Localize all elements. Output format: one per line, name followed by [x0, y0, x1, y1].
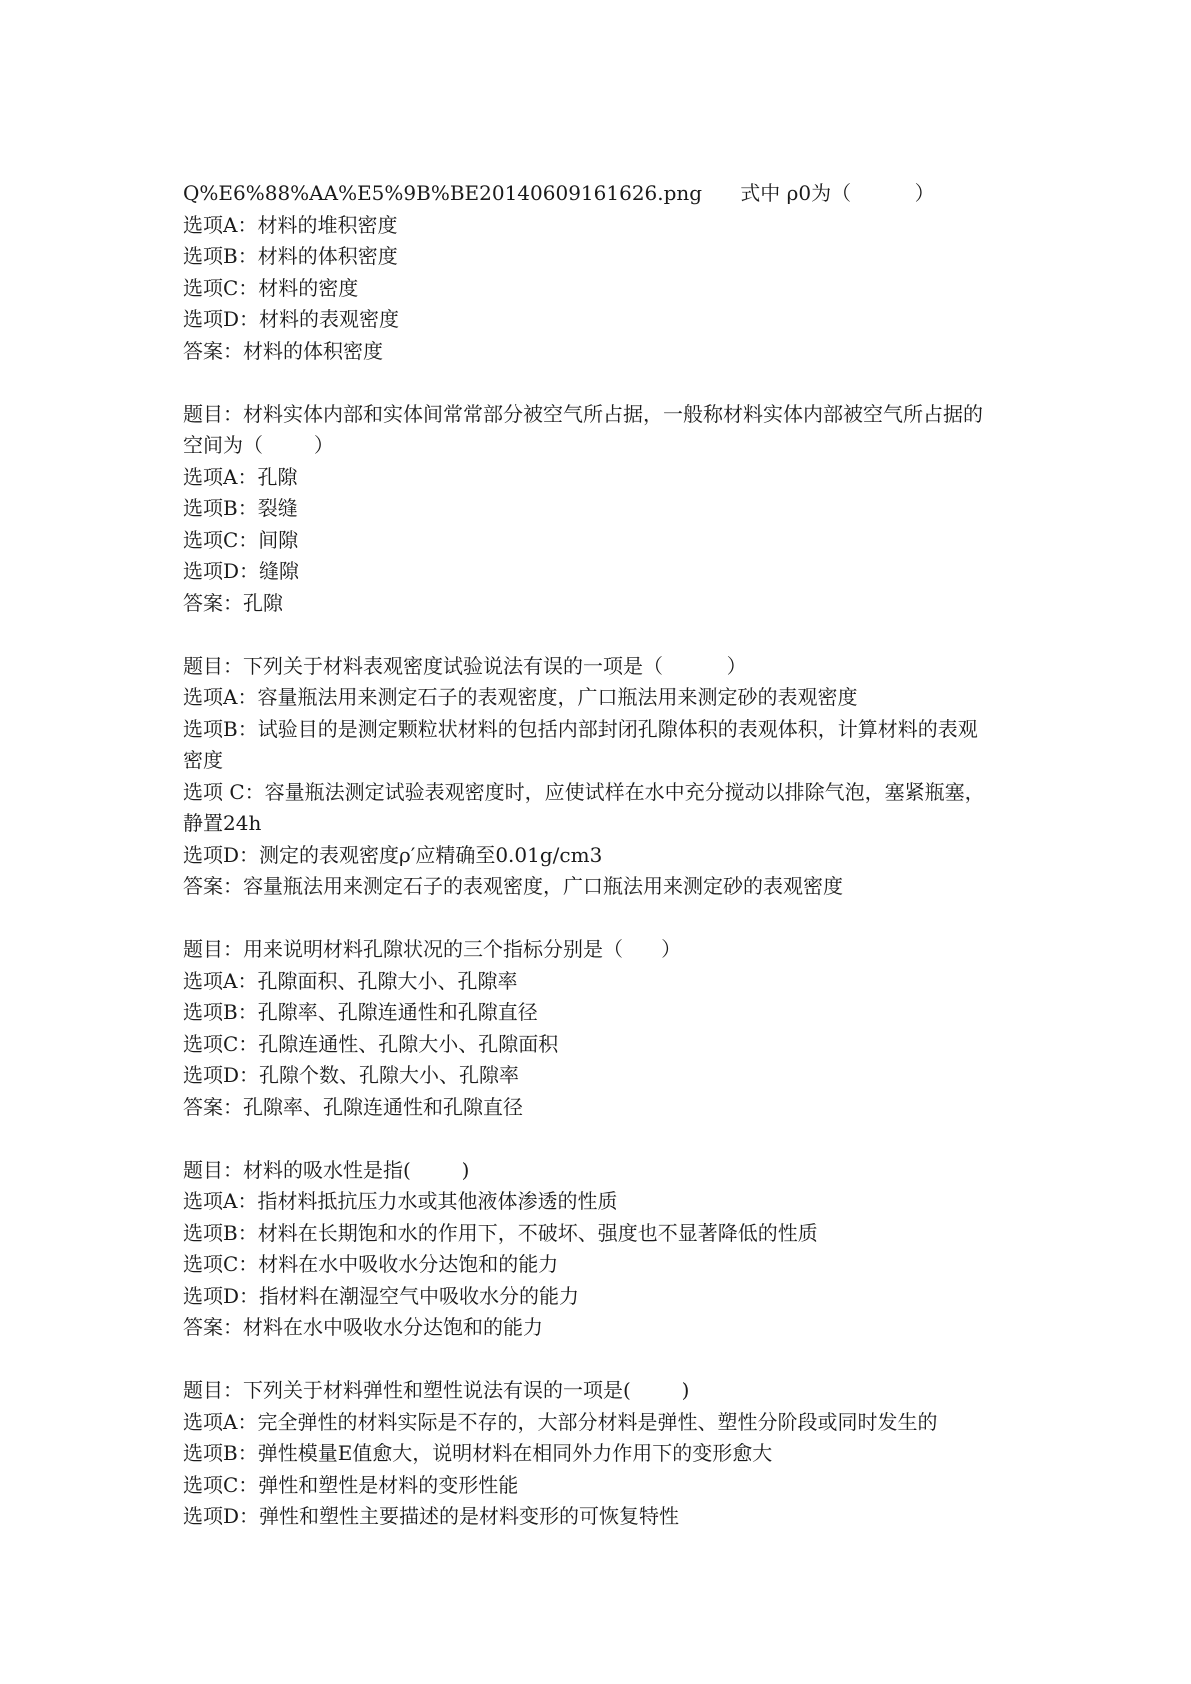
option-line: 选项C：孔隙连通性、孔隙大小、孔隙面积: [183, 1031, 559, 1056]
option-line: 选项D：缝隙: [183, 559, 300, 583]
option-line: 选项B：孔隙率、孔隙连通性和孔隙直径: [183, 1000, 538, 1024]
question-item: [183, 651, 1033, 903]
question-separator: [183, 367, 1033, 399]
question-item: [183, 1155, 1033, 1344]
option-line: 选项 C：容量瓶法测定试验表观密度时，应使试样在水中充分搅动以排除气泡，塞紧瓶塞，: [183, 779, 985, 804]
question-item: [183, 178, 1033, 367]
answer-line: 答案：孔隙率、孔隙连通性和孔隙直径: [183, 1094, 523, 1119]
option-line: 选项A：孔隙: [183, 464, 298, 489]
question-stem-line: 题目：材料的吸水性是指( ): [183, 1157, 470, 1182]
option-line: 选项A：指材料抵抗压力水或其他液体渗透的性质: [183, 1189, 618, 1213]
question-list: [183, 178, 1033, 1533]
option-c: 选项C：材料的密度: [183, 275, 359, 300]
questions-container: [183, 367, 1033, 1533]
option-b: 选项B：材料的体积密度: [183, 244, 398, 268]
question-separator: [183, 1123, 1033, 1155]
option-line: 选项D：孔隙个数、孔隙大小、孔隙率: [183, 1063, 520, 1087]
option-line: 选项C：弹性和塑性是材料的变形性能: [183, 1472, 519, 1497]
option-line: 选项A：容量瓶法用来测定石子的表观密度，广口瓶法用来测定砂的表观密度: [183, 685, 858, 709]
question-stem-line: 题目：用来说明材料孔隙状况的三个指标分别是（ ）: [183, 937, 682, 961]
question-item: [183, 934, 1033, 1123]
option-d: 选项D：材料的表观密度: [183, 307, 400, 331]
answer-line: 答案：材料的体积密度: [183, 338, 383, 363]
question-stem-line: 空间为（ ）: [183, 433, 334, 457]
option-line: 选项C：材料在水中吸收水分达饱和的能力: [183, 1252, 559, 1276]
option-line: 选项B：材料在长期饱和水的作用下，不破坏、强度也不显著降低的性质: [183, 1220, 818, 1245]
option-line: 静置24h: [183, 811, 262, 835]
option-line: 选项B：试验目的是测定颗粒状材料的包括内部封闭孔隙体积的表观体积，计算材料的表观: [183, 716, 978, 741]
option-line: 选项D：指材料在潮湿空气中吸收水分的能力: [183, 1283, 580, 1308]
question-stem-line: 题目：材料实体内部和实体间常常部分被空气所占据，一般称材料实体内部被空气所占据的: [183, 401, 983, 426]
question-item: [183, 1375, 1033, 1533]
option-line: 选项B：弹性模量E值愈大，说明材料在相同外力作用下的变形愈大: [183, 1441, 773, 1465]
option-line: 密度: [183, 748, 223, 772]
option-line: 选项D：测定的表观密度ρ′应精确至0.01g/cm3: [183, 842, 603, 867]
option-line: 选项D：弹性和塑性主要描述的是材料变形的可恢复特性: [183, 1504, 680, 1528]
question-item: [183, 399, 1033, 620]
option-a: 选项A：材料的堆积密度: [183, 212, 398, 237]
option-line: 选项A：完全弹性的材料实际是不存的，大部分材料是弹性、塑性分阶段或同时发生的: [183, 1409, 938, 1434]
question-stem-line: 题目：下列关于材料表观密度试验说法有误的一项是（ ）: [183, 653, 747, 678]
question-stem-line: 题目：下列关于材料弹性和塑性说法有误的一项是( ): [183, 1378, 690, 1402]
answer-line: 答案：容量瓶法用来测定石子的表观密度，广口瓶法用来测定砂的表观密度: [183, 874, 843, 898]
option-line: 选项A：孔隙面积、孔隙大小、孔隙率: [183, 968, 518, 993]
answer-line: 答案：孔隙: [183, 590, 283, 615]
question-separator: [183, 1344, 1033, 1376]
question-separator: [183, 903, 1033, 935]
question-separator: [183, 619, 1033, 651]
option-line: 选项C：间隙: [183, 527, 299, 552]
option-line: 选项B：裂缝: [183, 496, 298, 520]
question-stem: Q%E6%88%AA%E5%9B%BE20140609161626.png 式中 ρ0为（ ）: [183, 181, 935, 205]
answer-line: 答案：材料在水中吸收水分达饱和的能力: [183, 1315, 543, 1339]
